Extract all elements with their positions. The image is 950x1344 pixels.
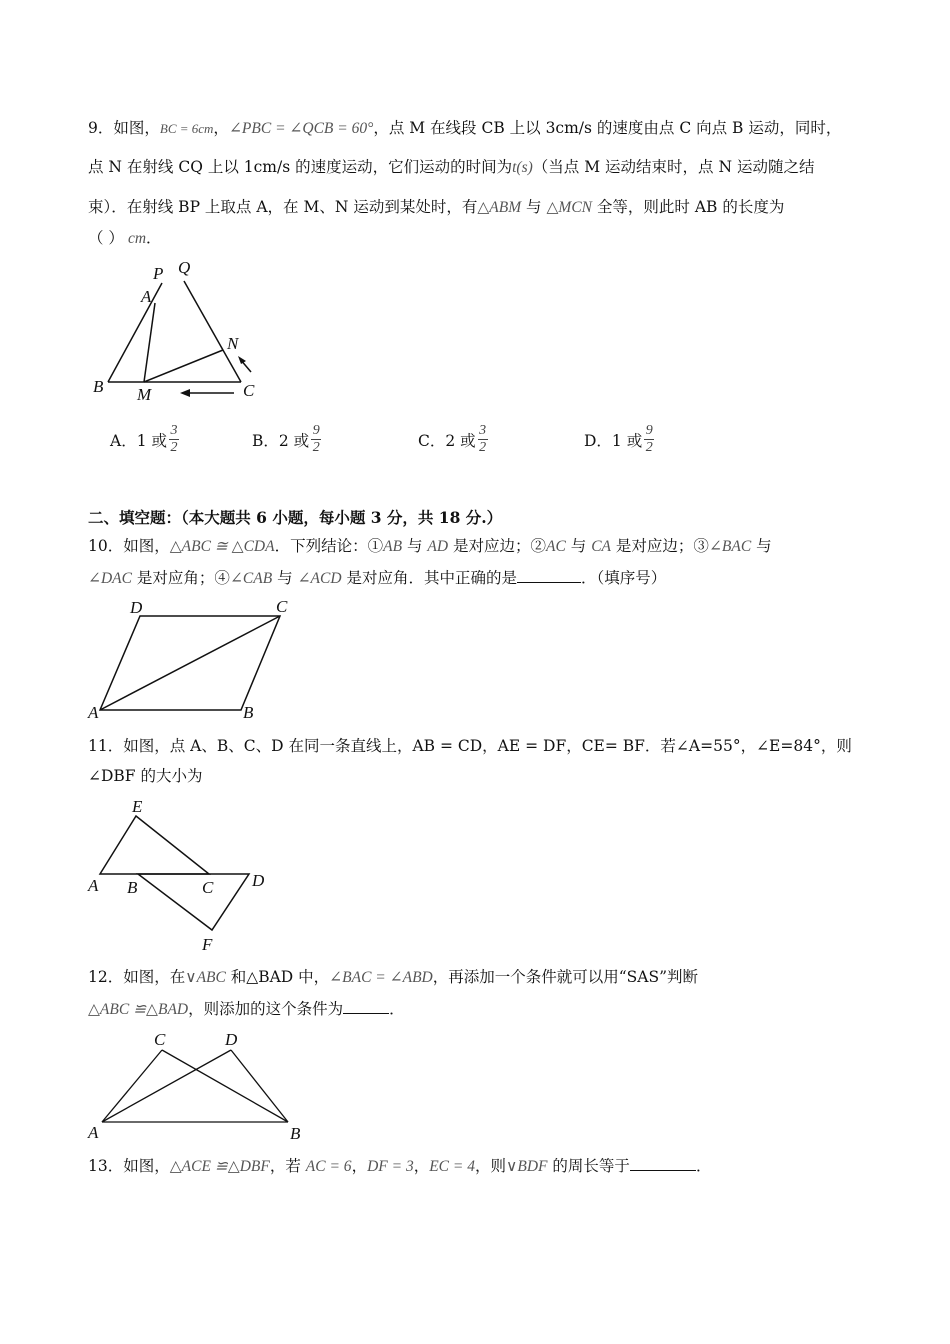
q9-line-2 [88,157,814,178]
label-e: E [132,797,143,816]
ray-cq [184,281,241,382]
label-b: B [127,878,138,897]
q13-text: ， [413,1157,430,1175]
q10-text: 与 [751,537,772,555]
q10-text: 10．如图， [88,537,170,555]
q9-text: 与 [521,198,547,216]
q13-text: ，则 [475,1157,507,1175]
q12-math: ∠BAC = ∠ABD [329,969,433,986]
q11-figure [88,796,288,956]
answer-blank[interactable] [343,999,389,1014]
q12-text: 12．如图，在 [88,968,186,986]
fraction [644,424,654,455]
q9-text: 束）．在射线 BP 上取点 A，在 M、N 运动到某处时，有 [88,198,478,216]
q10-math: ∠CAB [229,570,273,587]
label-b: B [93,377,104,396]
label-c: C [276,597,288,616]
denominator: 2 [312,440,320,455]
label-c: C [243,381,255,400]
segment-db [231,1050,288,1122]
q9-text: 9．如图， [88,119,160,137]
q13-text: 的周长等于 [547,1157,630,1175]
q9-text: （当点 M 运动结束时，点 N 运动随之结 [532,158,815,176]
q10-math: AC [546,538,566,555]
label-d: D [130,598,143,617]
q9-text: 全等，则此时 AB 的长度为 [592,198,785,216]
q10-line-2 [88,568,666,589]
q9-text: ，点 M 在线段 CB 上以 3cm/s 的速度由点 C 向点 B 运动，同时， [373,119,842,137]
option-a[interactable] [110,424,179,455]
arrow-m-head-icon [180,389,190,397]
q12-figure [88,1028,318,1143]
segment-am [144,303,155,382]
label-c: C [154,1030,166,1049]
q10-text: 是对应角；④ [132,569,230,587]
numerator: 3 [479,423,487,438]
q10-math: ∠DAC [88,570,132,587]
triangle-ace [100,816,209,874]
segment-mn [144,350,223,382]
q9-line-3 [88,197,784,218]
q9-math-angle: ∠PBC = ∠QCB = 60° [228,120,374,137]
q13-math: △ACE ≌△DBF [169,1158,270,1175]
q13-text: 13．如图， [88,1157,170,1175]
label-b: B [290,1124,301,1143]
q12-text: 和△BAD 中， [225,968,330,986]
label-a: A [88,703,99,722]
ray-bp [108,283,162,382]
q12-math: ∨ABC [185,969,226,986]
q10-text: ．（填序号） [581,569,667,587]
q9-figure [88,255,288,405]
label-c: C [202,878,214,897]
label-a: A [141,287,152,306]
diagonal-ac [100,616,280,710]
label-p: P [153,264,164,283]
q9-line-4 [88,228,162,249]
q11-line-1: 11．如图，点 A、B、C、D 在同一条直线上，AB = CD，AE = DF，CE= BF．若∠A=55°，∠E=84°，则 [88,737,852,755]
q10-math: AD [427,538,449,555]
denominator: 2 [645,440,653,455]
label-n: N [227,334,239,353]
q13-text: ，若 [269,1157,306,1175]
q10-text: ．下列结论：① [274,537,384,555]
option-b[interactable] [252,424,321,455]
segment-cb [162,1050,288,1122]
q9-line-1 [88,118,841,139]
q9-text: 点 N 在射线 CQ 上以 1cm/s 的速度运动，它们运动的时间为 [88,158,513,176]
label-a: A [88,1123,99,1142]
q10-text: 与 [402,537,428,555]
q9-math-bc: BC = 6cm [159,121,214,136]
q9-math-tri2: △MCN [546,199,592,216]
segment-ad [102,1050,231,1122]
fraction [169,424,179,455]
q12-line-2 [88,999,405,1020]
q9-text: ， [213,119,229,137]
q10-text: 与 [272,569,298,587]
q10-text: 是对应角．其中正确的是 [341,569,517,587]
q12-math: △ABC ≌△BAD [88,1001,189,1018]
q9-unit: cm [127,230,147,247]
q9-math-tri1: △ABM [477,199,522,216]
q12-text: ，再添加一个条件就可以用“SAS”判断 [432,968,699,986]
q10-math: △ABC ≅ △CDA [169,538,275,555]
q9-math-t: t(s) [512,159,533,176]
q12-text: ，则添加的这个条件为 [188,1000,344,1018]
q13-text: ， [351,1157,368,1175]
option-d[interactable] [584,424,654,455]
q13-text: ． [695,1157,712,1175]
q10-line-1 [88,536,772,557]
q10-math: ∠BAC [708,538,752,555]
option-label: B．2 或 [252,431,310,450]
q10-math: CA [591,538,611,555]
numerator: 9 [645,423,653,438]
q13-math: ∨BDF [506,1158,548,1175]
option-label: C．2 或 [418,431,476,450]
arrow-n-head-icon [238,356,246,364]
answer-blank[interactable] [630,1156,696,1171]
label-q: Q [178,258,191,277]
option-label: D．1 或 [584,431,643,450]
label-d: D [225,1030,238,1049]
denominator: 2 [479,440,487,455]
answer-blank[interactable] [517,568,581,583]
q10-text: 与 [565,537,592,555]
label-a: A [88,876,99,895]
label-b: B [243,703,254,722]
q11-text: ∠DBF 的大小为 [88,767,203,785]
fraction [311,424,321,455]
q13-math: EC = 4 [429,1158,475,1175]
q12-line-1 [88,967,698,988]
segment-ac [102,1050,162,1122]
denominator: 2 [170,440,178,455]
q13-line-1 [88,1156,711,1177]
q10-math: AB [383,538,403,555]
q10-figure [88,598,308,723]
numerator: 3 [170,423,178,438]
triangle-bdf [138,874,249,930]
q10-math: ∠ACD [297,570,342,587]
q11-line-2 [88,766,203,786]
q9-text: ． [146,229,162,247]
option-c[interactable] [418,424,488,455]
q10-text: 是对应边；③ [611,537,709,555]
q13-math: AC = 6 [305,1158,352,1175]
q12-text: ． [389,1000,405,1018]
fraction [478,424,488,455]
q13-math: DF = 3 [367,1158,414,1175]
label-m: M [137,385,152,404]
label-d: D [252,871,265,890]
answer-paren: （ ） [88,229,124,247]
q10-text: 是对应边；② [448,537,547,555]
numerator: 9 [312,423,320,438]
option-label: A．1 或 [110,431,167,450]
label-f: F [202,935,213,954]
section-title: 二、填空题：（本大题共 6 小题，每小题 3 分，共 18 分.） [88,508,503,527]
